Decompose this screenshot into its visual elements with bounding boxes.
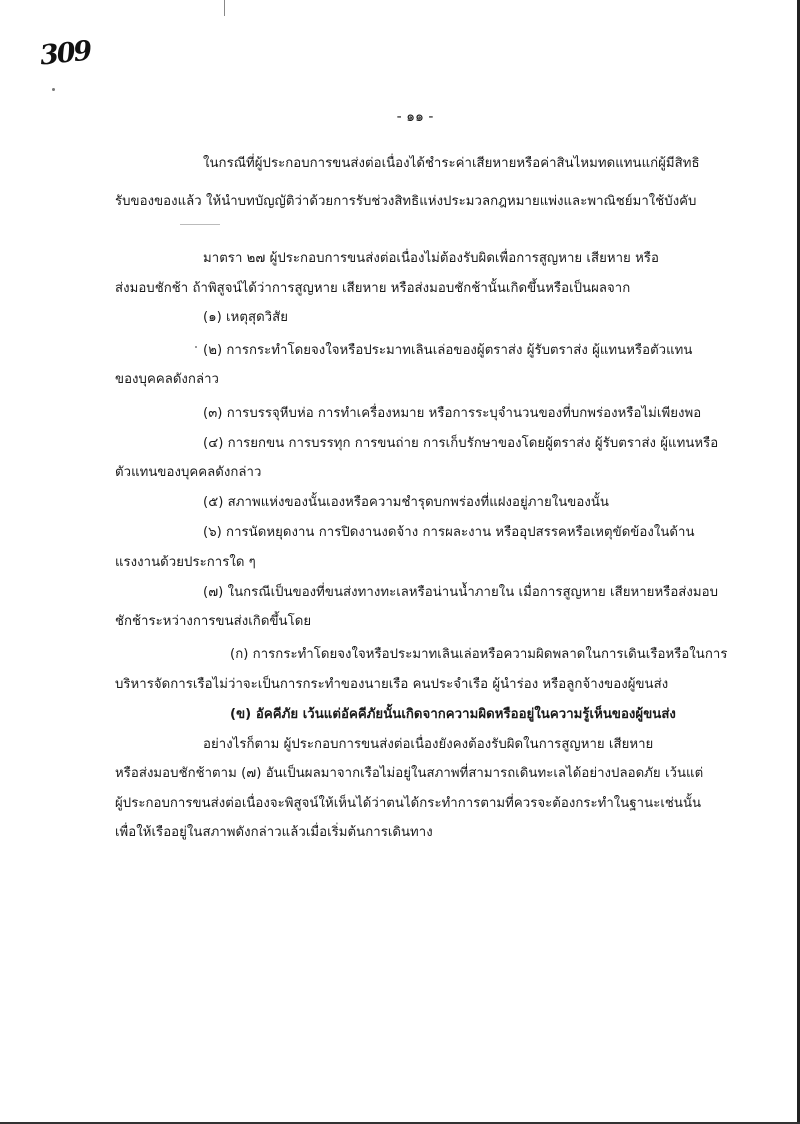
paragraph-line: อย่างไรก็ตาม ผู้ประกอบการขนส่งต่อเนื่องยังคงต้องรับผิดในการสูญหาย เสียหาย: [203, 737, 654, 752]
list-item-continuation: ชักช้าระหว่างการขนส่งเกิดขึ้นโดย: [115, 614, 312, 629]
list-item: (๗) ในกรณีเป็นของที่ขนส่งทางทะเลหรือน่านน้ำภายใน เมื่อการสูญหาย เสียหายหรือส่งมอบ: [203, 585, 719, 600]
paragraph-line: รับของของแล้ว ให้นำบทบัญญัติว่าด้วยการรับช่วงสิทธิแห่งประมวลกฎหมายแพ่งและพาณิชย์มาใช้บังคับ: [115, 194, 697, 209]
sub-list-item: (ก) การกระทำโดยจงใจหรือประมาทเลินเล่อหรือความผิดพลาดในการเดินเรือหรือในการ: [230, 647, 728, 662]
sub-list-item-continuation: บริหารจัดการเรือไม่ว่าจะเป็นการกระทำของนายเรือ คนประจำเรือ ผู้นำร่อง หรือลูกจ้างของผู้ขนส่ง: [115, 677, 669, 692]
list-item: (๕) สภาพแห่งของนั้นเองหรือความชำรุดบกพร่องที่แฝงอยู่ภายในของนั้น: [203, 495, 609, 510]
scan-artifact: [180, 224, 220, 225]
list-item-continuation: แรงงานด้วยประการใด ๆ: [115, 555, 256, 570]
list-item-continuation: ของบุคคลดังกล่าว: [115, 372, 219, 387]
scan-artifact: [52, 88, 55, 91]
section-heading-line: มาตรา ๒๗ ผู้ประกอบการขนส่งต่อเนื่องไม่ต้องรับผิดเพื่อการสูญหาย เสียหาย หรือ: [203, 251, 659, 266]
scan-artifact: [224, 0, 225, 16]
paragraph-line: เพื่อให้เรืออยู่ในสภาพดังกล่าวแล้วเมื่อเริ่มต้นการเดินทาง: [115, 825, 433, 840]
list-item: (๓) การบรรจุหีบห่อ การทำเครื่องหมาย หรือการระบุจำนวนของที่บกพร่องหรือไม่เพียงพอ: [203, 406, 702, 421]
scan-artifact: [195, 346, 197, 348]
paragraph-line: ผู้ประกอบการขนส่งต่อเนื่องจะพิสูจน์ให้เห็นได้ว่าตนได้กระทำการตามที่ควรจะต้องกระทำในฐานะเช่นนั้น: [115, 796, 702, 811]
handwritten-page-number: 309: [38, 35, 92, 72]
sub-list-item: (ข) อัคคีภัย เว้นแต่อัคคีภัยนั้นเกิดจากความผิดหรืออยู่ในความรู้เห็นของผู้ขนส่ง: [230, 707, 676, 722]
paragraph-line: ส่งมอบชักช้า ถ้าพิสูจน์ได้ว่าการสูญหาย เสียหาย หรือส่งมอบชักช้านั้นเกิดขึ้นหรือเป็นผลจาก: [115, 281, 631, 296]
list-item: (๔) การยกขน การบรรทุก การขนถ่าย การเก็บรักษาของโดยผู้ตราส่ง ผู้รับตราส่ง ผู้แทนหรือ: [203, 436, 719, 451]
list-item: (๑) เหตุสุดวิสัย: [203, 310, 289, 325]
paragraph-line: ในกรณีที่ผู้ประกอบการขนส่งต่อเนื่องได้ชำระค่าเสียหายหรือค่าสินไหมทดแทนแก่ผู้มีสิทธิ: [203, 156, 700, 171]
paragraph-line: หรือส่งมอบชักช้าตาม (๗) อันเป็นผลมาจากเรือไม่อยู่ในสภาพที่สามารถเดินทะเลได้อย่างปลอดภัย เว้นแต่: [115, 766, 704, 781]
list-item: (๖) การนัดหยุดงาน การปิดงานงดจ้าง การผละงาน หรืออุปสรรคหรือเหตุขัดข้องในด้าน: [203, 525, 695, 540]
list-item-continuation: ตัวแทนของบุคคลดังกล่าว: [115, 465, 262, 480]
page-number: - ๑๑ -: [396, 109, 434, 125]
list-item: (๒) การกระทำโดยจงใจหรือประมาทเลินเล่อของผู้ตราส่ง ผู้รับตราส่ง ผู้แทนหรือตัวแทน: [203, 343, 693, 358]
